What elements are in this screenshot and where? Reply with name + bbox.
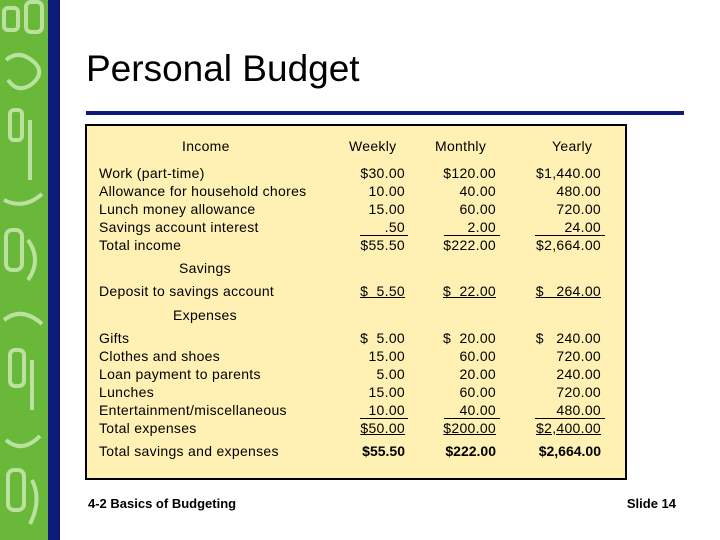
table-cell: $50.00 [360, 420, 405, 436]
table-cell: $ 5.50 [360, 283, 405, 299]
table-row-label: Total expenses [99, 420, 197, 436]
table-cell: 720.00 [556, 384, 601, 400]
vertical-accent-bar [48, 0, 60, 540]
table-cell: $222.00 [445, 443, 496, 459]
slide-title: Personal Budget [86, 48, 360, 89]
budget-table [85, 124, 627, 480]
table-row-label: Lunches [99, 384, 155, 400]
table-cell: $2,664.00 [536, 237, 601, 253]
table-cell: $200.00 [443, 420, 496, 436]
table-cell: $222.00 [443, 237, 496, 253]
table-cell: 60.00 [459, 384, 496, 400]
table-cell: 5.00 [376, 366, 405, 382]
header-monthly: Monthly [435, 138, 487, 154]
table-cell: 240.00 [556, 366, 601, 382]
title-underline [86, 111, 684, 115]
header-weekly: Weekly [349, 138, 397, 154]
table-cell: 40.00 [459, 183, 496, 199]
table-row-label: Clothes and shoes [99, 348, 221, 364]
table-cell: 480.00 [556, 183, 601, 199]
section-heading-savings: Savings [179, 260, 231, 276]
slide-number: Slide 14 [626, 496, 676, 511]
table-row-label: Savings account interest [99, 219, 259, 235]
header-income: Income [182, 138, 230, 154]
table-row-label: Total income [99, 237, 182, 253]
table-cell: $ 22.00 [443, 283, 496, 299]
table-row-label: Lunch money allowance [99, 201, 256, 217]
table-cell: 15.00 [368, 384, 405, 400]
table-cell: $30.00 [360, 165, 405, 181]
table-cell: 24.00 [564, 219, 601, 235]
footer-section-label: 4-2 Basics of Budgeting [88, 496, 237, 511]
decorative-side-strip [0, 0, 48, 540]
section-heading-expenses: Expenses [173, 307, 237, 323]
table-row-label: Allowance for household chores [99, 183, 307, 199]
table-cell: 10.00 [368, 183, 405, 199]
table-cell: $ 240.00 [535, 330, 601, 346]
table-cell: $ 264.00 [535, 283, 601, 299]
table-cell: 10.00 [368, 402, 405, 418]
table-cell: $2,664.00 [538, 443, 601, 459]
table-row-label: Gifts [99, 330, 130, 346]
table-row-label: Loan payment to parents [99, 366, 261, 382]
table-cell: $ 5.00 [360, 330, 405, 346]
table-row-label: Work (part-time) [99, 165, 205, 181]
table-cell: $ 20.00 [443, 330, 496, 346]
table-cell: 2.00 [467, 219, 496, 235]
table-cell: 60.00 [459, 201, 496, 217]
table-cell: $1,440.00 [536, 165, 601, 181]
table-cell: $2,400.00 [536, 420, 601, 436]
table-row-label: Deposit to savings account [99, 283, 275, 299]
table-cell: $120.00 [443, 165, 496, 181]
table-cell: 15.00 [368, 201, 405, 217]
table-cell: 480.00 [556, 402, 601, 418]
table-cell: 720.00 [556, 201, 601, 217]
table-row-label: Entertainment/miscellaneous [99, 402, 287, 418]
table-cell: 40.00 [459, 402, 496, 418]
table-cell: 60.00 [459, 348, 496, 364]
table-row-label: Total savings and expenses [99, 443, 279, 459]
table-cell: .50 [384, 219, 405, 235]
table-cell: 720.00 [556, 348, 601, 364]
table-cell: $55.50 [362, 443, 405, 459]
table-cell: $55.50 [360, 237, 405, 253]
table-cell: 15.00 [368, 348, 405, 364]
decorative-pattern [0, 0, 48, 540]
header-yearly: Yearly [552, 138, 593, 154]
table-cell: 20.00 [459, 366, 496, 382]
